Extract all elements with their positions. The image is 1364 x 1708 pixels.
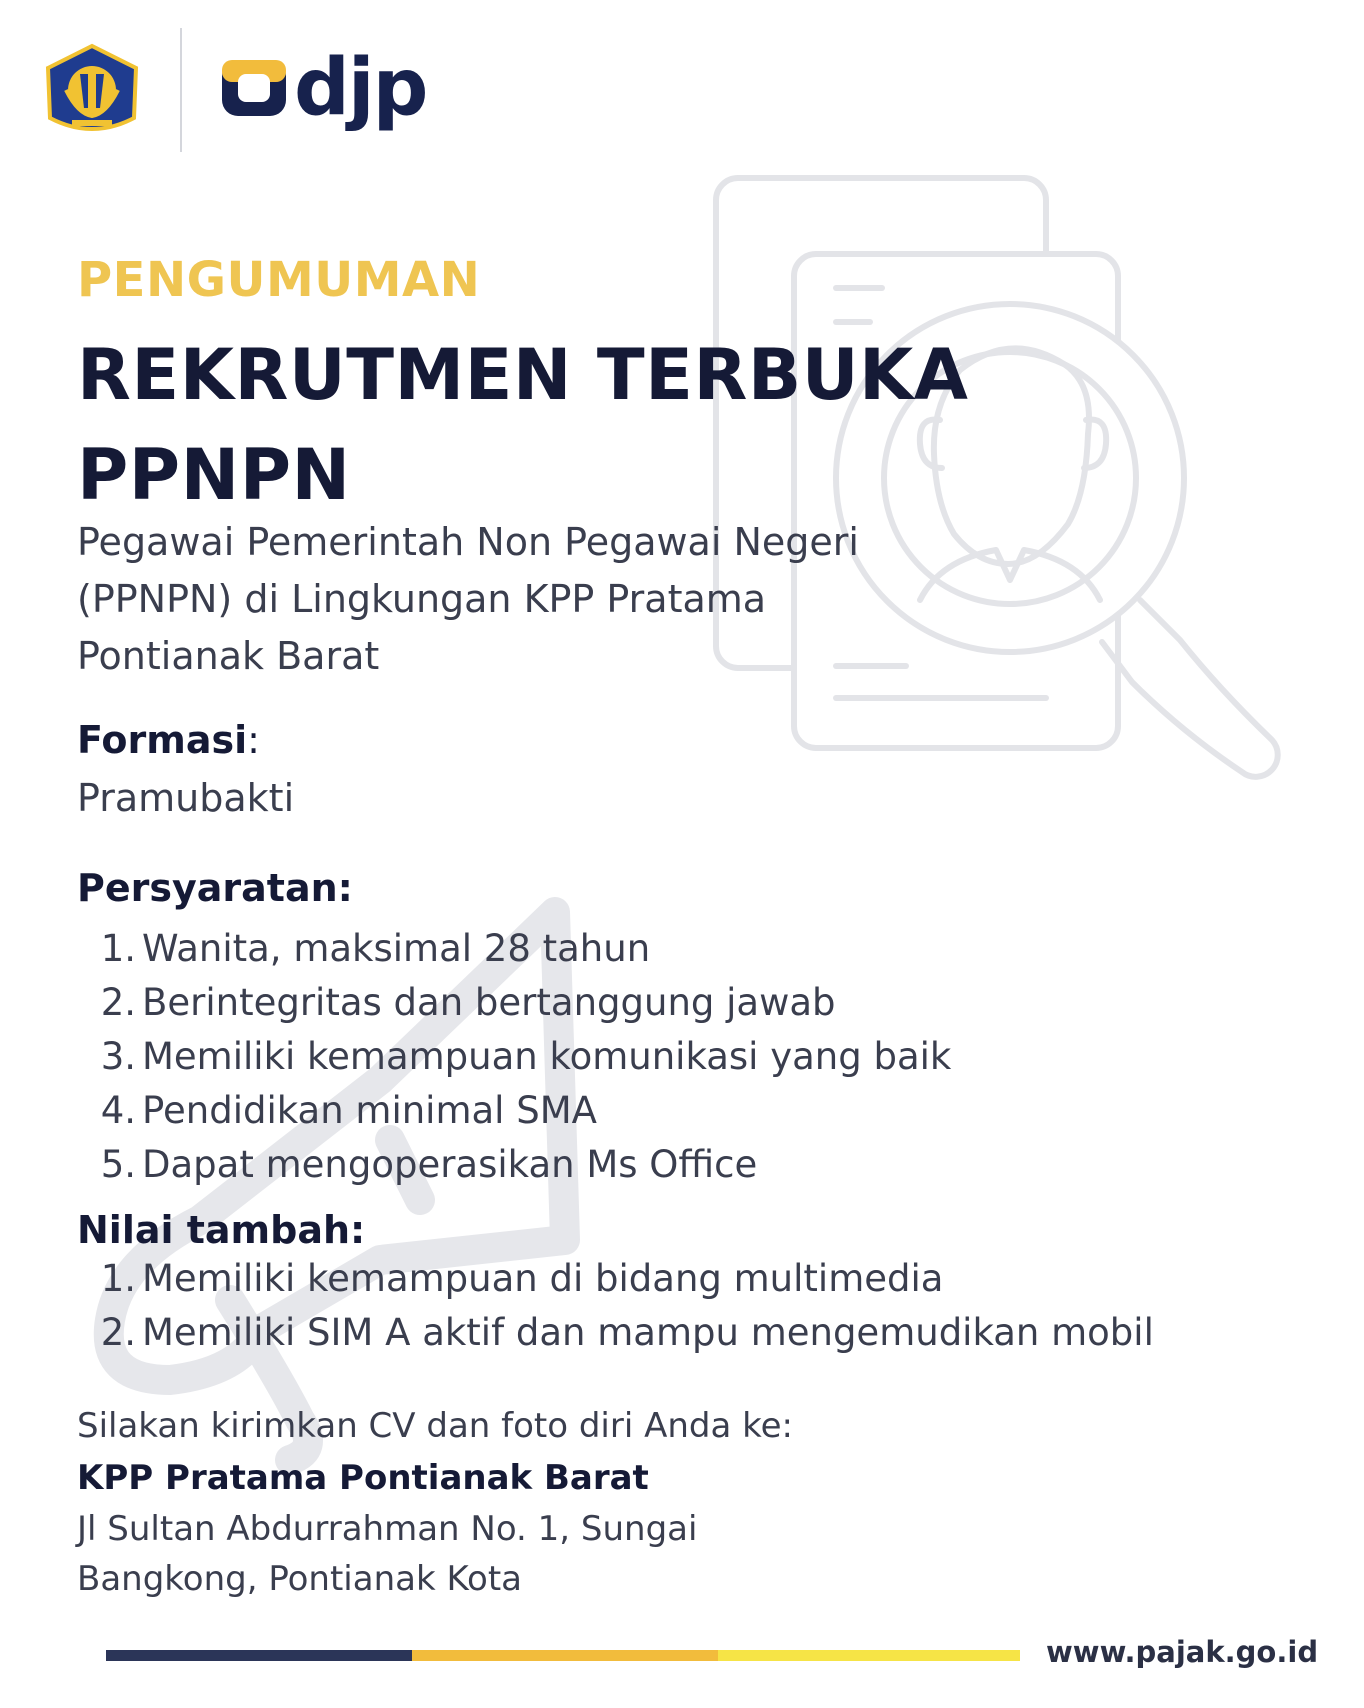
- list-item-number: 2.: [100, 1311, 136, 1354]
- footer-bar-navy: [106, 1650, 412, 1661]
- address-line-2: Bangkong, Pontianak Kota: [77, 1559, 523, 1599]
- list-item-text: Wanita, maksimal 28 tahun: [142, 927, 651, 970]
- list-item-number: 3.: [100, 1035, 136, 1078]
- subtitle-line-2: (PPNPN) di Lingkungan KPP Pratama: [77, 577, 767, 621]
- title-line-1: REKRUTMEN TERBUKA: [77, 334, 969, 416]
- list-item-number: 2.: [100, 981, 136, 1024]
- footer-bar-gold: [412, 1650, 718, 1661]
- persyaratan-heading: Persyaratan:: [77, 866, 353, 910]
- djp-logo-text: djp: [294, 43, 427, 133]
- list-item: [100, 1306, 1154, 1360]
- list-item-text: Memiliki kemampuan komunikasi yang baik: [142, 1035, 952, 1078]
- subtitle-line-1: Pegawai Pemerintah Non Pegawai Negeri: [77, 520, 859, 564]
- djp-logo-mark-icon: [220, 52, 292, 124]
- list-item-number: 1.: [100, 1257, 136, 1300]
- footer-website-link[interactable]: www.pajak.go.id: [1046, 1635, 1319, 1669]
- contact-office-name: KPP Pratama Pontianak Barat: [77, 1458, 649, 1498]
- formasi-value: Pramubakti: [77, 776, 295, 820]
- formasi-heading: [77, 718, 260, 762]
- list-item-text: Pendidikan minimal SMA: [142, 1089, 597, 1132]
- logo-divider: [180, 28, 182, 152]
- list-item: [100, 1084, 951, 1138]
- list-item: [100, 922, 951, 976]
- list-item: [100, 976, 951, 1030]
- title-line-2: PPNPN: [77, 434, 351, 516]
- list-item: [100, 1138, 951, 1192]
- list-item-text: Dapat mengoperasikan Ms Office: [142, 1143, 758, 1186]
- formasi-label: Formasi: [77, 718, 248, 762]
- formasi-colon: :: [247, 718, 260, 762]
- announcement-kicker: PENGUMUMAN: [77, 252, 481, 308]
- address-line-1: Jl Sultan Abdurrahman No. 1, Sungai: [77, 1509, 698, 1549]
- persyaratan-list: [100, 922, 951, 1192]
- footer-bar-yellow: [718, 1650, 1020, 1661]
- list-item: [100, 1030, 951, 1084]
- djp-logo: [220, 43, 427, 133]
- list-item: [100, 1252, 1154, 1306]
- subtitle: [77, 514, 1017, 685]
- kemenkeu-emblem-icon: [38, 40, 146, 140]
- contact-address: [77, 1504, 797, 1604]
- list-item-number: 4.: [100, 1089, 136, 1132]
- subtitle-line-3: Pontianak Barat: [77, 634, 380, 678]
- page-title: [77, 325, 968, 525]
- list-item-text: Memiliki SIM A aktif dan mampu mengemudikan mobil: [142, 1311, 1154, 1354]
- list-item-number: 1.: [100, 927, 136, 970]
- list-item-text: Berintegritas dan bertanggung jawab: [142, 981, 836, 1024]
- contact-intro: Silakan kirimkan CV dan foto diri Anda ke:: [77, 1406, 793, 1446]
- list-item-text: Memiliki kemampuan di bidang multimedia: [142, 1257, 944, 1300]
- nilai-tambah-list: [100, 1252, 1154, 1360]
- nilai-tambah-heading: Nilai tambah:: [77, 1208, 366, 1252]
- list-item-number: 5.: [100, 1143, 136, 1186]
